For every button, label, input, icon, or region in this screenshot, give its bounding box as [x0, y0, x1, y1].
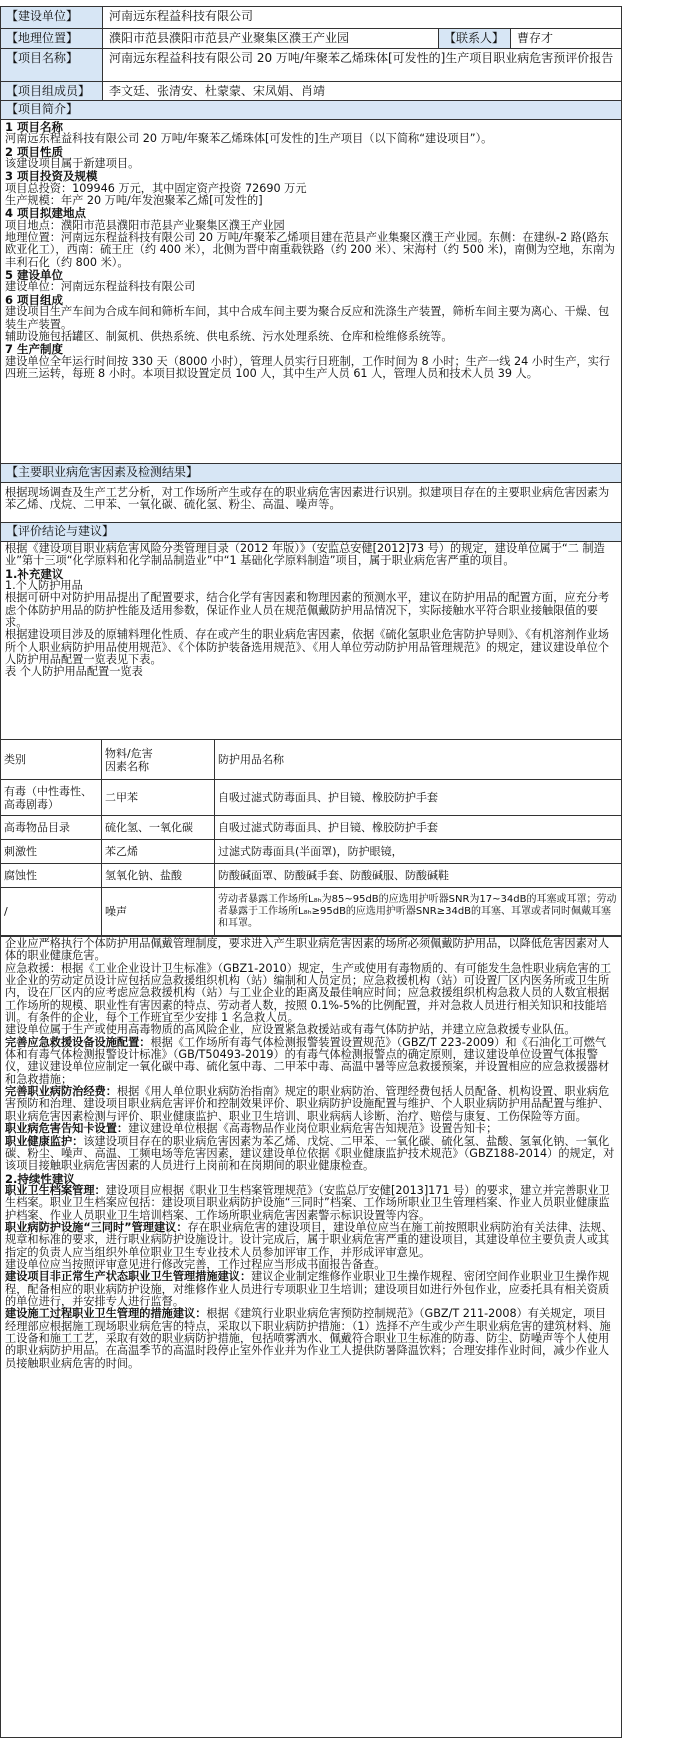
recommendation-lead: 建设施工过程职业卫生管理的措施建议： [5, 1307, 207, 1321]
recommendation-text: 根据《工作场所有毒气体检测报警装置设置规范》（GBZ/T 223-2009）和《石油化工可燃气体和有毒气体检测报警设计标准》（GB/T50493-2019）的有毒气体检测报警点的确定原则，建议建设单位设置气体报警仪，建议建设单位应制定一氧化碳中毒、硫化氢中毒、二甲苯中毒、高温中暑等应急救援预案，并设置相应的应急救援器材和急救措施； [5, 1035, 610, 1086]
body-paragraph: 辅助设施包括罐区、制氮机、供热系统、供电系统、污水处理系统、仓库和检维修系统等。 [5, 329, 453, 343]
subsection-heading: 5 建设单位 [5, 268, 64, 283]
subsection-heading: 1 项目名称 [5, 120, 64, 134]
body-paragraph: 表 个人防护用品配置一览表 [5, 665, 143, 679]
body-paragraph: 项目总投资：109946 万元，其中固定资产投资 72690 万元 [5, 181, 307, 195]
ppe-header-cell: 类别 [1, 740, 102, 780]
ppe-cell: 氢氧化钠、盐酸 [102, 864, 215, 888]
ppe-cell: 刺激性 [1, 840, 102, 864]
body-paragraph: 建设单位应当按照评审意见进行修改完善，工作过程应当形成书面报告备查。 [5, 1257, 386, 1271]
recommendation-text: 建设项目应根据《职业卫生档案管理规范》（安监总厅安健[2013]171 号）的要求，建立并完善职业卫生档案。职业卫生档案应包括：建设项目职业病防护设施“三同时”档案、工作场所职业卫生管理档案、作业人员职业健康监护档案、作业人员职业卫生培训档案、工作场所职业病危害因素警示标识设置等内容。 [5, 1183, 610, 1222]
ppe-header-cell: 物料/危害 因素名称 [102, 740, 215, 780]
ppe-cell: 有毒（中性毒性、高毒剧毒） [1, 780, 102, 816]
unit-row [0, 6, 622, 28]
body-paragraph: 地理位置：河南远东程益科技有限公司 20 万吨/年聚苯乙烯项目建在范县产业集聚区濮王产业园。东侧：在建纵-2 路(路东欧亚化工），西南：硫王庄（约 400 米），北侧为晋中南重载铁路（约 200 米）、宋海村（约 500 米)，南侧为空地，东南为丰利石化（约 800 米）。 [5, 231, 615, 269]
ppe-row [1, 888, 622, 936]
unit-value: 河南远东程益科技有限公司 [109, 9, 254, 23]
body-paragraph: 建设单位：河南远东程益科技有限公司 [5, 280, 196, 294]
eval-section-title: 【评价结论与建议】 [0, 522, 622, 541]
ppe-cell: / [1, 888, 102, 936]
project-row [0, 48, 622, 81]
eval-block-after-table [0, 936, 622, 1738]
hazards-text: 根据现场调查及生产工艺分析，对工作场所产生或存在的职业病危害因素进行识别。拟建项目存在的主要职业病危害因素为苯乙烯、戊烷、二甲苯、一氧化碳、硫化氢、粉尘、高温、噪声等。 [5, 486, 610, 512]
body-paragraph: 根据建设项目涉及的原辅料理化性质、存在或产生的职业病危害因素，依据《硫化氢职业危害防护导则》、《有机溶剂作业场所个人职业病防护用品使用规范》、《个体防护装备选用规范》、《用人单位劳动防护用品管理规范》的规定，建议建设单位个人防护用品配置一览表见下表。 [5, 628, 610, 667]
body-paragraph: 生产规模：年产 20 万吨/年发泡聚苯乙烯[可发性的] [5, 194, 263, 208]
body-paragraph: 河南远东程益科技有限公司 20 万吨/年聚苯乙烯珠体[可发性的]生产项目（以下简称“建设项目”）。 [5, 132, 493, 146]
ppe-cell: 苯乙烯 [102, 840, 215, 864]
recommendation-lead: 职业病危害告知卡设置： [5, 1122, 129, 1136]
recommendation-paragraph [5, 1086, 617, 1123]
ppe-row [1, 864, 622, 888]
ppe-table-wrap [0, 739, 622, 936]
body-paragraph: 该建设项目属于新建项目。 [5, 157, 140, 171]
project-label: 【项目名称】 [1, 49, 103, 81]
members-row [0, 81, 622, 100]
ppe-cell: 防酸碱面罩、防酸碱手套、防酸碱服、防酸碱鞋 [215, 864, 622, 888]
ppe-cell: 高毒物品目录 [1, 816, 102, 840]
ppe-cell: 自吸过滤式防毒面具、护目镜、橡胶防护手套 [215, 816, 622, 840]
recommendation-paragraph [5, 1037, 617, 1086]
recommendation-text: 建议企业制定维修作业职业卫生操作规程、密闭空间作业职业卫生操作规程，配备相应的职业病防护设施，对维修作业人员进行专项职业卫生培训；建设项目如进行外包作业，应委托具有相关资质的单位进行，并安排专人进行监督。 [5, 1270, 610, 1308]
ppe-header-cell: 防护用品名称 [215, 740, 622, 780]
location-row [0, 28, 622, 48]
recommendation-paragraph [5, 1222, 617, 1259]
subsection-heading: 3 项目投资及规模 [5, 169, 98, 184]
recommendation-lead: 职业卫生档案管理： [5, 1183, 106, 1197]
body-paragraph: 1.个人防护用品 [5, 579, 83, 593]
recommendation-lead: 职业健康监护： [5, 1134, 84, 1148]
location-label: 【地理位置】 [1, 29, 103, 48]
contact-value: 曹存才 [517, 31, 554, 45]
recommendation-text: 该建设项目存在的职业病危害因素为苯乙烯、戊烷、二甲苯、一氧化碳、硫化氢、盐酸、氢氧化钠、一氧化碳、粉尘、噪声、高温、工频电场等危害因素，建议建设单位依据《职业健康监护技术规范》（GBZ188-2014）的规定，对该项目接触职业病危害因素的人员进行上岗前和在岗期间的职业健康检查。 [5, 1134, 615, 1173]
recommendation-text: 存在职业病危害的建设项目，建设单位应当在施工前按照职业病防治有关法律、法规、规章和标准的要求，进行职业病防护设施设计。设计完成后，属于职业病危害严重的建设项目，其建设单位主要负责人或其指定的负责人应当组织外单位职业卫生专业技术人员参加评审工作，并形成评审意见。 [5, 1220, 613, 1259]
subsection-heading: 2.持续性建议 [5, 1171, 75, 1186]
recommendation-text: 根据《用人单位职业病防治指南》规定的职业病防治、管理经费包括人员配备、机构设置、职业病危害预防和治理、建设项目职业病危害评价和控制效果评价、职业病防护设施配置与维护、个人职业病防护用品配置与维护、职业病危害因素检测与评价、职业健康监护、职业卫生培训、职业病病人诊断、治疗、赔偿与康复、工伤保险等方面。 [5, 1085, 610, 1123]
project-value: 河南远东程益科技有限公司 20 万吨/年聚苯乙烯珠体[可发性的]生产项目职业病危害预评价报告 [109, 51, 614, 65]
body-paragraph: 建设单位属于生产或使用高毒物质的高风险企业，应设置紧急救援站或有毒气体防护站，并建立应急救援专业队伍。 [5, 1023, 576, 1037]
subsection-heading: 7 生产制度 [5, 342, 64, 357]
body-paragraph: 建设项目生产车间为合成车间和筛析车间，其中合成车间主要为聚合反应和洗涤生产装置，筛析车间主要为离心、干燥、包装生产装置。 [5, 305, 610, 331]
members-value: 李文廷、张清安、杜蒙蒙、宋凤娟、肖靖 [109, 84, 326, 98]
ppe-cell: 噪声 [102, 888, 215, 936]
subsection-heading: 6 项目组成 [5, 292, 64, 307]
ppe-cell: 过滤式防毒面具(半面罩)，防护眼镜， [215, 840, 622, 864]
recommendation-text: 建议建设单位根据《高毒物品作业岗位职业病危害告知规范》设置告知卡； [128, 1122, 498, 1136]
ppe-table [0, 739, 622, 936]
ppe-cell: 二甲苯 [102, 780, 215, 816]
location-value: 濮阳市范县濮阳市范县产业聚集区濮王产业园 [103, 29, 439, 48]
intro-section-title: 【项目简介】 [0, 100, 622, 119]
ppe-cell: 自吸过滤式防毒面具、护目镜、橡胶防护手套 [215, 780, 622, 816]
ppe-cell: 硫化氢、一氧化碳 [102, 816, 215, 840]
body-paragraph: 建设单位全年运行时间按 330 天（8000 小时），管理人员实行日班制，工作时间为 8 小时；生产一线 24 小时生产，实行四班三运转，每班 8 小时。本项目拟设置定员 100 人，其中生产人员 61 人，管理人员和技术人员 39 人。 [5, 354, 611, 380]
body-paragraph: 企业应严格执行个体防护用品佩戴管理制度，要求进入产生职业病危害因素的场所必须佩戴防护用品，以降低危害因素对人体的职业健康危害。 [5, 937, 610, 963]
recommendation-lead: 建设项目非正常生产状态职业卫生管理措施建议： [5, 1270, 252, 1284]
eval-block-before-table [0, 541, 622, 739]
ppe-cell: 劳动者暴露工作场所L₈ₕ为85~95dB的应选用护听器SNR为17~34dB的耳塞或耳罩；劳动者暴露于工作场所L₈ₕ≥95dB的应选用护听器SNR≥34dB的耳塞、耳罩或者同时佩戴耳塞和耳罩。 [215, 888, 622, 936]
recommendation-lead: 完善应急救援设备设施配置： [5, 1035, 151, 1049]
intro-block [0, 119, 622, 463]
subsection-heading: 4 项目拟建地点 [5, 206, 87, 221]
ppe-row [1, 780, 622, 816]
hazards-section-title: 【主要职业病危害因素及检测结果】 [0, 463, 622, 482]
recommendation-text: 根据《建筑行业职业病危害预防控制规范》（GBZ/T 211-2008）有关规定，项目经理部应根据施工现场职业病危害的特点，采取以下职业病防护措施：（1）选择不产生或少产生职业病危害的建筑材料、施工设备和施工工艺，采取有效的职业病防护措施，包括喷雾洒水、佩戴符合职业卫生标准的防毒、防尘、防噪声等个人使用的职业病防护用品。在高温季节的高温时段停止室外作业并为作业工人提供防暑降温饮料；合理安排作业时间，减少作业人员接触职业病危害的时间。 [5, 1307, 611, 1370]
subsection-heading: 2 项目性质 [5, 144, 64, 159]
ppe-row [1, 816, 622, 840]
ppe-header-row [1, 740, 622, 780]
recommendation-lead: 完善职业病防治经费： [5, 1085, 117, 1099]
unit-label: 【建设单位】 [1, 7, 103, 28]
recommendation-paragraph [5, 1271, 617, 1308]
body-paragraph: 根据可研中对防护用品提出了配置要求，结合化学有害因素和物理因素的预测水平，建议在防护用品的配置方面，应充分考虑个体防护用品的防护性能及适用参数，保证作业人员在规范佩戴防护用品情况下，实际接触水平符合职业接触限值的要求。 [5, 591, 610, 630]
body-paragraph: 应急救援：根据《工业企业设计卫生标准》（GBZ1-2010）规定，生产或使用有毒物质的、有可能发生急性职业病危害的工业企业的劳动定员设计应包括应急救援组织机构（站）编制和人员定员；应急救援机构（站）可设置厂区内医务所或卫生所内，设在厂区内的应考虑应急救援机构（站）与工业企业的距离及最佳响应时间；应急救援组织机构急救人员的人数宜根据工作场所的规模、职业性有害因素的特点、劳动者人数，按照 0.1%-5%的比例配置，并对急救人员进行相关知识和技能培训。有条件的企业，每个工作班宜至少安排 1 名急救人员。 [5, 961, 612, 1025]
recommendation-paragraph [5, 1308, 617, 1370]
body-paragraph: 根据《建设项目职业病危害风险分类管理目录（2012 年版）》（安监总安健[2012]73 号）的规定，建设单位属于“二 制造业”第十三项“化学原料和化学制品制造业”中“1 基础化学原料制造”项目，属于职业病危害严重的项目。 [5, 542, 605, 568]
recommendation-paragraph [5, 1185, 617, 1222]
recommendation-paragraph [5, 1136, 617, 1173]
members-label: 【项目组成员】 [1, 82, 103, 100]
recommendation-lead: 职业病防护设施“三同时”管理建议： [5, 1220, 188, 1234]
body-paragraph: 项目地点：濮阳市范县濮阳市范县产业聚集区濮王产业园 [5, 218, 285, 232]
hazards-block [0, 482, 622, 522]
ppe-row [1, 840, 622, 864]
ppe-cell: 腐蚀性 [1, 864, 102, 888]
subsection-heading: 1.补充建议 [5, 566, 64, 581]
contact-label: 【联系人】 [439, 29, 511, 48]
